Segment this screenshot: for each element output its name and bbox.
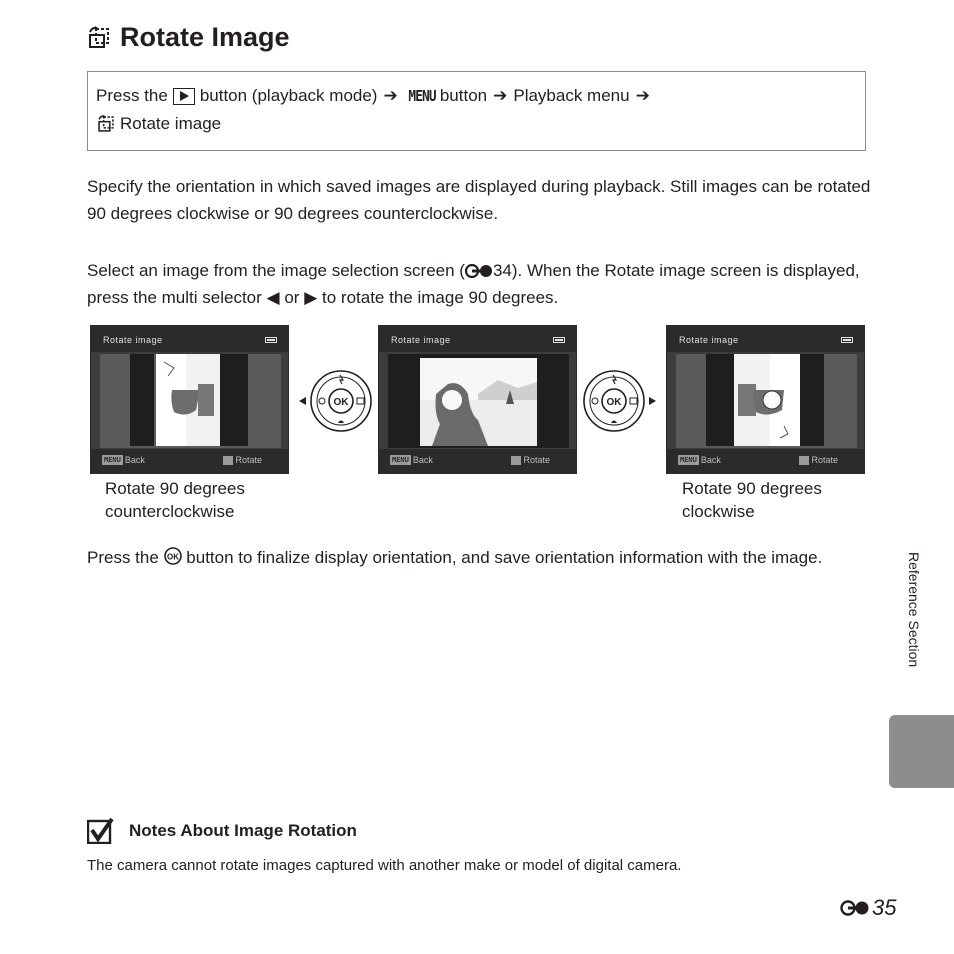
rotated-photo-ccw bbox=[100, 354, 281, 448]
screen-footer bbox=[667, 449, 864, 473]
menu-tag: MENU bbox=[392, 456, 409, 464]
select-text-mid: ). When the Rotate image screen is displayed, press the multi selector bbox=[87, 261, 860, 307]
rotate-hint bbox=[799, 455, 838, 465]
menu-path-line-1 bbox=[96, 86, 656, 106]
rotate-image-item-text: Rotate image bbox=[120, 114, 222, 133]
side-section-label: Reference Section bbox=[906, 552, 922, 668]
rotate-label: Rotate bbox=[235, 455, 262, 465]
screen-original bbox=[378, 325, 577, 474]
svg-text:OK: OK bbox=[606, 397, 622, 408]
select-text-end: to rotate the image 90 degrees. bbox=[322, 288, 559, 307]
svg-text:OK: OK bbox=[333, 397, 349, 408]
screen-title: Rotate image bbox=[679, 335, 739, 345]
arrow-right-icon: ➔ bbox=[635, 86, 650, 105]
page-title-text: Rotate Image bbox=[120, 22, 290, 52]
screen-header bbox=[379, 326, 576, 352]
arrow-right-icon: ➔ bbox=[383, 86, 398, 105]
reference-page-number: 34 bbox=[492, 261, 512, 280]
page-title bbox=[86, 22, 290, 53]
menu-tag: MENU bbox=[104, 456, 121, 464]
photo-area bbox=[676, 354, 857, 448]
menu-path-line-2 bbox=[96, 114, 221, 134]
screen-cw bbox=[666, 325, 865, 474]
multi-selector-left bbox=[298, 370, 374, 437]
rotate-label: Rotate bbox=[811, 455, 838, 465]
rotate-arrows-icon bbox=[223, 456, 233, 465]
menu-button-label: MENU bbox=[408, 87, 436, 105]
playback-button-icon bbox=[173, 88, 195, 105]
photo-area bbox=[388, 354, 569, 448]
notes-heading bbox=[87, 818, 357, 844]
page-number bbox=[840, 895, 896, 921]
playback-menu-text: Playback menu bbox=[513, 86, 630, 105]
select-paragraph bbox=[87, 257, 877, 311]
back-hint bbox=[102, 455, 145, 465]
rotate-arrows-icon bbox=[511, 456, 521, 465]
notes-title-text: Notes About Image Rotation bbox=[129, 821, 357, 840]
screen-header bbox=[91, 326, 288, 352]
right-triangle-icon: ▶ bbox=[304, 288, 318, 307]
caption-cw: Rotate 90 degrees clockwise bbox=[682, 479, 822, 521]
press-the-text: Press the bbox=[96, 86, 168, 105]
back-hint bbox=[678, 455, 721, 465]
finalize-text-start: Press the bbox=[87, 548, 159, 567]
button-text: button bbox=[439, 86, 488, 105]
menu-tag: MENU bbox=[680, 456, 697, 464]
multi-selector-right bbox=[582, 370, 658, 437]
battery-icon bbox=[841, 337, 853, 343]
multi-selector-right-icon bbox=[582, 370, 658, 432]
finalize-paragraph bbox=[87, 544, 877, 571]
or-text: or bbox=[284, 288, 300, 307]
reference-section-icon bbox=[840, 900, 870, 916]
finalize-text-end: button to finalize display orientation, and save orientation information with the image. bbox=[186, 548, 823, 567]
battery-icon bbox=[265, 337, 277, 343]
intro-paragraph: Specify the orientation in which saved images are displayed during playback. Still images can be rotated 90 degrees clockwise or 90 degrees counterclockwise. bbox=[87, 177, 871, 223]
multi-selector-left-icon bbox=[298, 370, 374, 432]
screen-title: Rotate image bbox=[103, 335, 163, 345]
rotate-image-icon bbox=[86, 25, 112, 51]
rotate-arrows-icon bbox=[799, 456, 809, 465]
select-text-start: Select an image from the image selection screen ( bbox=[87, 261, 465, 280]
screen-ccw bbox=[90, 325, 289, 474]
battery-icon bbox=[553, 337, 565, 343]
rotate-image-icon bbox=[96, 114, 116, 134]
rotate-hint bbox=[223, 455, 262, 465]
back-label: Back bbox=[412, 455, 433, 465]
reference-section-icon bbox=[465, 264, 493, 278]
arrow-right-icon: ➔ bbox=[493, 86, 508, 105]
back-label: Back bbox=[700, 455, 721, 465]
screen-footer bbox=[91, 449, 288, 473]
screen-header bbox=[667, 326, 864, 352]
notes-body: The camera cannot rotate images captured with another make or model of digital camera. bbox=[87, 857, 682, 874]
svg-text:OK: OK bbox=[166, 552, 179, 562]
playback-mode-text: button (playback mode) bbox=[199, 86, 378, 105]
back-label: Back bbox=[124, 455, 145, 465]
caption-ccw: Rotate 90 degrees counterclockwise bbox=[105, 479, 245, 521]
photo-area bbox=[100, 354, 281, 448]
left-triangle-icon: ◀ bbox=[266, 288, 280, 307]
original-photo bbox=[388, 354, 569, 448]
rotate-label: Rotate bbox=[523, 455, 550, 465]
ok-button-icon bbox=[164, 547, 182, 565]
menu-path-box bbox=[87, 71, 866, 151]
screen-footer bbox=[379, 449, 576, 473]
rotate-hint bbox=[511, 455, 550, 465]
screen-title: Rotate image bbox=[391, 335, 451, 345]
page-number-text: 35 bbox=[872, 895, 897, 920]
back-hint bbox=[390, 455, 433, 465]
rotated-photo-cw bbox=[676, 354, 857, 448]
section-tab bbox=[889, 715, 954, 788]
check-mark-icon bbox=[87, 818, 115, 844]
